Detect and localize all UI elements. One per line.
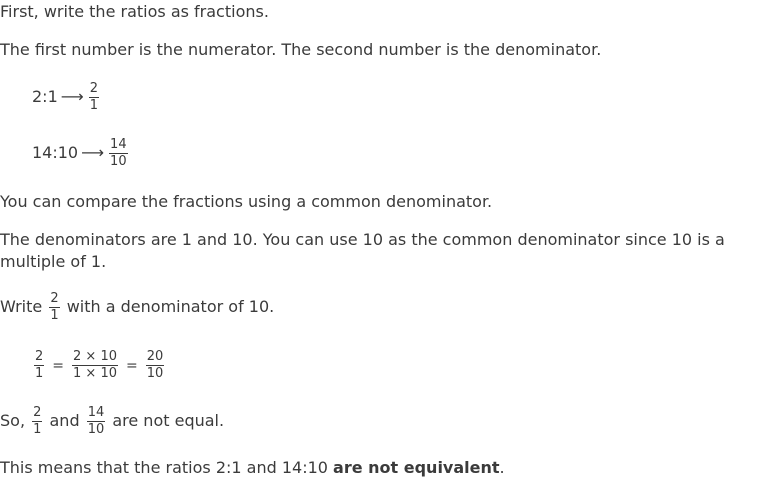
- fraction-numerator: 2: [50, 291, 59, 306]
- conclusion-suffix: .: [499, 458, 505, 477]
- intro-text: First, write the ratios as fractions.: [0, 2, 269, 21]
- fraction-denominator: 10: [87, 422, 105, 437]
- fraction-denominator: 1: [89, 98, 98, 113]
- arrow-icon: ⟶: [60, 87, 84, 106]
- fraction-numerator: 14: [110, 137, 127, 152]
- ratio-row-2: [32, 138, 130, 169]
- denominators-text: The denominators are 1 and 10. You can use 10 as the common denominator since 10 is a multiple of 1.: [0, 230, 725, 271]
- fraction-14-over-10: [87, 406, 106, 437]
- fraction-numerator: 2: [35, 349, 44, 364]
- ratio-row-1: [32, 82, 101, 113]
- equals-sign: =: [126, 358, 138, 374]
- conclusion-prefix: This means that the ratios 2:1 and 14:10: [0, 458, 334, 477]
- conclusion-row: [0, 457, 505, 479]
- fraction-denominator: 10: [146, 366, 164, 381]
- fraction-numerator: 2 × 10: [73, 349, 117, 364]
- fraction-denominator: 1: [50, 308, 59, 323]
- fraction-2-over-1: [34, 350, 44, 381]
- fraction-denominator: 1: [35, 366, 44, 381]
- fraction-2-over-1: [32, 406, 42, 437]
- so-suffix: are not equal.: [112, 411, 225, 430]
- arrow-icon: ⟶: [81, 143, 105, 162]
- fraction-14-over-10: [109, 138, 128, 169]
- so-and: and: [49, 411, 80, 430]
- equals-sign: =: [52, 358, 65, 374]
- fraction-20-over-10: [146, 350, 165, 381]
- fraction-2-over-1: [89, 82, 99, 113]
- equation-row: [32, 350, 166, 381]
- explain-text: The first number is the numerator. The second number is the denominator.: [0, 40, 602, 59]
- write-prefix: Write: [0, 297, 43, 316]
- fraction-denominator: 10: [110, 154, 127, 169]
- write-suffix: with a denominator of 10.: [66, 297, 275, 316]
- so-prefix: So,: [0, 411, 26, 430]
- fraction-2-over-1: [49, 292, 59, 323]
- write-row: [0, 292, 274, 323]
- fraction-numerator: 20: [146, 349, 164, 364]
- ratio-2-text: 14:10: [32, 143, 79, 162]
- conclusion-bold: are not equivalent: [333, 458, 500, 477]
- fraction-expanded: [72, 350, 118, 381]
- ratio-1-text: 2:1: [32, 87, 58, 106]
- compare-text: You can compare the fractions using a common denominator.: [0, 192, 493, 211]
- fraction-numerator: 2: [33, 405, 42, 420]
- fraction-denominator: 1: [33, 422, 42, 437]
- so-row: [0, 406, 224, 437]
- fraction-numerator: 14: [87, 405, 105, 420]
- fraction-denominator: 1 × 10: [73, 366, 117, 381]
- fraction-numerator: 2: [89, 81, 98, 96]
